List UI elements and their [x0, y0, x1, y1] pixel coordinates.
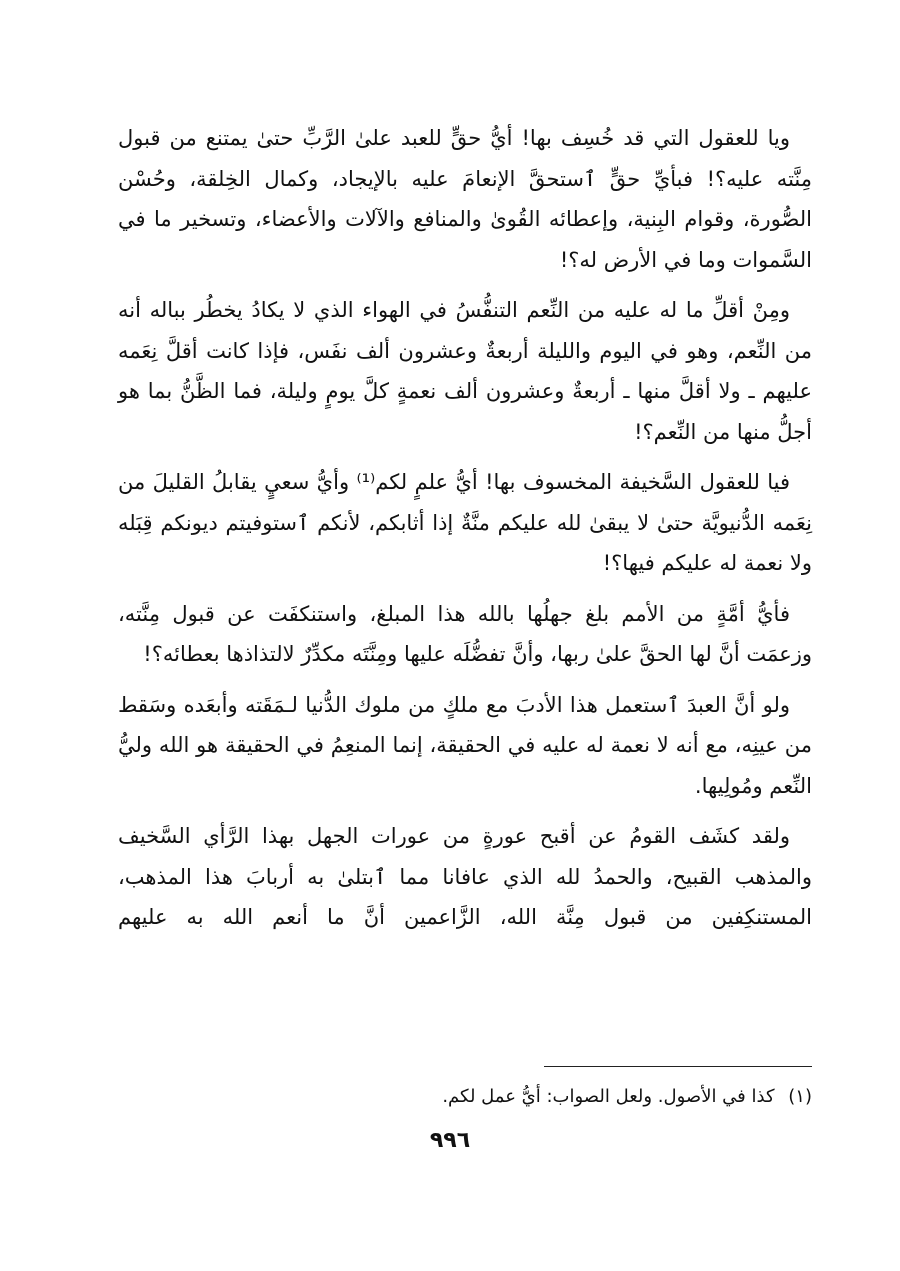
footnote: [118, 1082, 812, 1112]
paragraph-3: فيا للعقول السَّخيفة المخسوف بها! أيُّ علمٍ لكم⁽¹⁾ وأيُّ سعيٍ يقابلُ القليلَ من نِعَمه الدُّنيويَّة حتىٰ لا يبقىٰ لله عليكم منَّةٌ إذا أثابكم، لأنكم ٱستوفيتم ديونكم قِبَله ولا نعمة له عليكم فيها؟!: [118, 470, 812, 575]
footnote-number: (١): [788, 1086, 812, 1107]
paragraph-4: فأيُّ أمَّةٍ من الأمم بلغ جهلُها بالله هذا المبلغ، واستنكفَت عن قبول مِنَّته، وزعمَت أنَّ لها الحقَّ علىٰ ربها، وأنَّ تفضُّلَه عليها ومِنَّتَه مكدِّرٌ لالتذاذها بعطائه؟!: [118, 601, 812, 666]
paragraph-2: ومِنْ أقلِّ ما له عليه من النِّعم التنفُّسُ في الهواء الذي لا يكادُ يخطُر بباله أنه من النِّعم، وهو في اليوم والليلة أربعةٌ وعشرون ألف نفَس، فإذا كانت أقلَّ نِعَمه عليهم ـ ولا أقلَّ منها ـ أربعةٌ وعشرون ألف نعمةٍ كلَّ يومٍ وليلة، فما الظَّنُّ بما هو أجلُّ منها من النِّعم؟!: [118, 298, 812, 444]
paragraph-5: ولو أنَّ العبدَ ٱستعمل هذا الأدبَ مع ملكٍ من ملوك الدُّنيا لـمَقَته وأبعَده وسَقط من عينِه، مع أنه لا نعمة له عليه في الحقيقة، إنما المنعِمُ في الحقيقة هو الله وليُّ النِّعم ومُولِيها.: [118, 692, 812, 798]
paragraph-6: ولقد كشَف القومُ عن أقبح عورةٍ من عورات الجهل بهذا الرَّأي السَّخيف والمذهب القبيح، والحمدُ لله الذي عافانا مما ٱبتلىٰ به أربابَ هذا المذهب، المستنكِفين من قبول مِنَّة الله، الزَّاعمين أنَّ ما أنعم الله به عليهم: [118, 824, 812, 929]
footnote-text: كذا في الأصول. ولعل الصواب: أيُّ عمل لكم.: [442, 1086, 775, 1107]
footnote-divider: [544, 1066, 812, 1067]
paragraph-1: ويا للعقول التي قد خُسِف بها! أيُّ حقٍّ للعبد علىٰ الرَّبِّ حتىٰ يمتنع من قبول مِنَّته عليه؟! فبأيِّ حقٍّ ٱستحقَّ الإنعامَ عليه بالإيجاد، وكمال الخِلقة، وحُسْن الصُّورة، وقوام البِنية، وإعطائه القُوىٰ والمنافع والآلات والأعضاء، وتسخير ما في السَّموات وما في الأرض له؟!: [118, 126, 812, 272]
page-number: ٩٩٦: [429, 1128, 471, 1153]
